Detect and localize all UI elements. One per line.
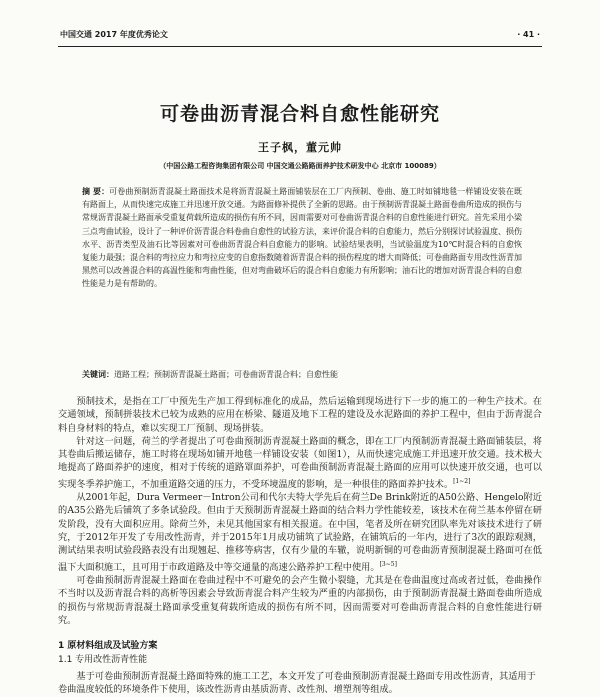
running-head-journal: 中国交通 2017 年度优秀论文 bbox=[60, 30, 168, 39]
body-paragraph: 预制技术，是指在工厂中预先生产加工得到标准化的成品，然后运输到现场进行下一步的施工的一种生产技术。在交通领域，预制拼装技术已较为成熟的应用在桥梁、隧道及地下工程的建设及水泥路面的养护工程中，但由于沥青混合料自身材料的特点，难以实现工厂预制、现场拼装。 bbox=[58, 396, 542, 434]
keywords bbox=[82, 369, 522, 381]
keywords-label: 关键词： bbox=[82, 370, 114, 379]
body-paragraph: 可卷曲预制沥青混凝土路面在卷曲过程中不可避免的会产生微小裂缝，尤其是在卷曲温度过高或者过低，卷曲操作不当时以及沥青混合料的高析等因素会导致沥青混合料产生较为严重的内部损伤，由于预制沥青混凝土路面卷曲所造成的损伤与常规沥青混凝土路面承受重复荷载所造成的损伤有所不同，因而需要对可卷曲沥青混合料的自愈性能进行研究。 bbox=[58, 574, 542, 626]
abstract-text: 可卷曲预制沥青混凝土路面技术是将沥青混凝土路面铺装层在工厂内预制、卷曲、施工时如铺地毯一样铺设安装在既有路面上，从而快速完成施工并迅速开放交通。为路面修补提供了全新的思路。由于预制沥青混凝土路面卷曲所造成的损伤与常规沥青混凝土路面承受重复荷载所造成的损伤有所不同，因而需要对可卷曲沥青混合料的自愈性能进行研究。首先采用小梁三点弯曲试验，设计了一种评价沥青混合料卷曲自愈性的试验方法，来评价混合料的自愈能力，然后分别探讨试验温度、损伤水平、沥青类型及油石比等因素对可卷曲沥青混合料自愈能力的影响。试验结果表明，当试验温度为10℃时混合料的自愈恢复能力最强；混合料的弯拉应力和弯拉应变的自愈指数随着沥青混合料的损伤程度的增大而降低；可卷曲路面专用改性沥青加黑然可以改善混合料的高温性能和弯曲性能，但对弯曲破坏后的混合料自愈能力有所影响；油石比的增加对沥青混合料的自愈性能是力是有帮助的。 bbox=[82, 187, 522, 289]
body-paragraph bbox=[58, 491, 542, 574]
abstract-label: 摘 要： bbox=[82, 187, 110, 196]
citation: [3~5] bbox=[379, 560, 397, 568]
body-paragraph bbox=[58, 435, 542, 491]
paper-affiliation: （中国公路工程咨询集团有限公司 中国交通公路路面养护技术研发中心 北京市 100089） bbox=[159, 162, 441, 170]
running-head bbox=[58, 28, 542, 47]
body-paragraph-text: 从2001年起，Dura Vermeer－Intron公司和代尔夫特大学先后在荷兰De Brink附近的A50公路、Hengelo附近的A35公路先后铺筑了多条试验段。但由于天预制沥青混凝土路面的结合料力学性能较差，该技术在荷兰基本停留在研发阶段，没有大面积应用。除荷兰外，未见其他国家有相关报道。在中国，笔者及所在研究团队率先对该技术进行了研究，于2012年开发了专用改性沥青，并于2015年1月成功铺筑了试验路，在铺筑后的一年内，进行了3次的跟踪观测，测试结果表明试验段路表没有出现翘起、推移等病害，仅有少量的车辙，说明新铜的可卷曲沥青预制混凝土路面可在低温下大面积施工，且可用于市政道路及中等交通量的高速公路养护工程中使用。 bbox=[58, 492, 542, 573]
abstract bbox=[82, 185, 522, 291]
section-heading: 1 原材料组成及试验方案 bbox=[58, 641, 158, 651]
running-head-page-number: · 41 · bbox=[517, 30, 540, 39]
keywords-text: 道路工程；预制沥青混凝土路面；可卷曲沥青混合料；自愈性能 bbox=[114, 370, 338, 379]
body-paragraph-text: 针对这一问题，荷兰的学者提出了可卷曲预制沥青混凝土路面的概念，即在工厂内预制沥青混凝土路面铺装层，将其卷曲后搬运储存，施工时将在现场如铺开地毯一样铺设安装（如图1），从而快速完成施工并迅速开放交通。技术极大地提高了路面养护的速度，相对于传统的道路罩面养护，可卷曲预制沥青混凝土路面的应用可以快速开放交通，也可以实现冬季养护施工，不加重道路交通的压力，不受环境温度的影响，是一种很佳的路面养护技术。 bbox=[58, 435, 542, 490]
paper-title: 可卷曲沥青混合料自愈性能研究 bbox=[159, 103, 440, 125]
subsection-heading: 1.1 专用改性沥青性能 bbox=[58, 655, 148, 665]
body-text bbox=[58, 395, 542, 627]
body-paragraph: 基于可卷曲预制沥青混凝土路面特殊的施工工艺，本文开发了可卷曲预制沥青混凝土路面专用改性沥青，其适用于卷曲温度较低的环境条件下使用，该改性沥青由基质沥青、改性剂、增塑剂等组成。 bbox=[58, 671, 536, 696]
citation: [1~2] bbox=[453, 477, 471, 485]
paper-authors: 王子枫，董元帅 bbox=[258, 141, 342, 154]
